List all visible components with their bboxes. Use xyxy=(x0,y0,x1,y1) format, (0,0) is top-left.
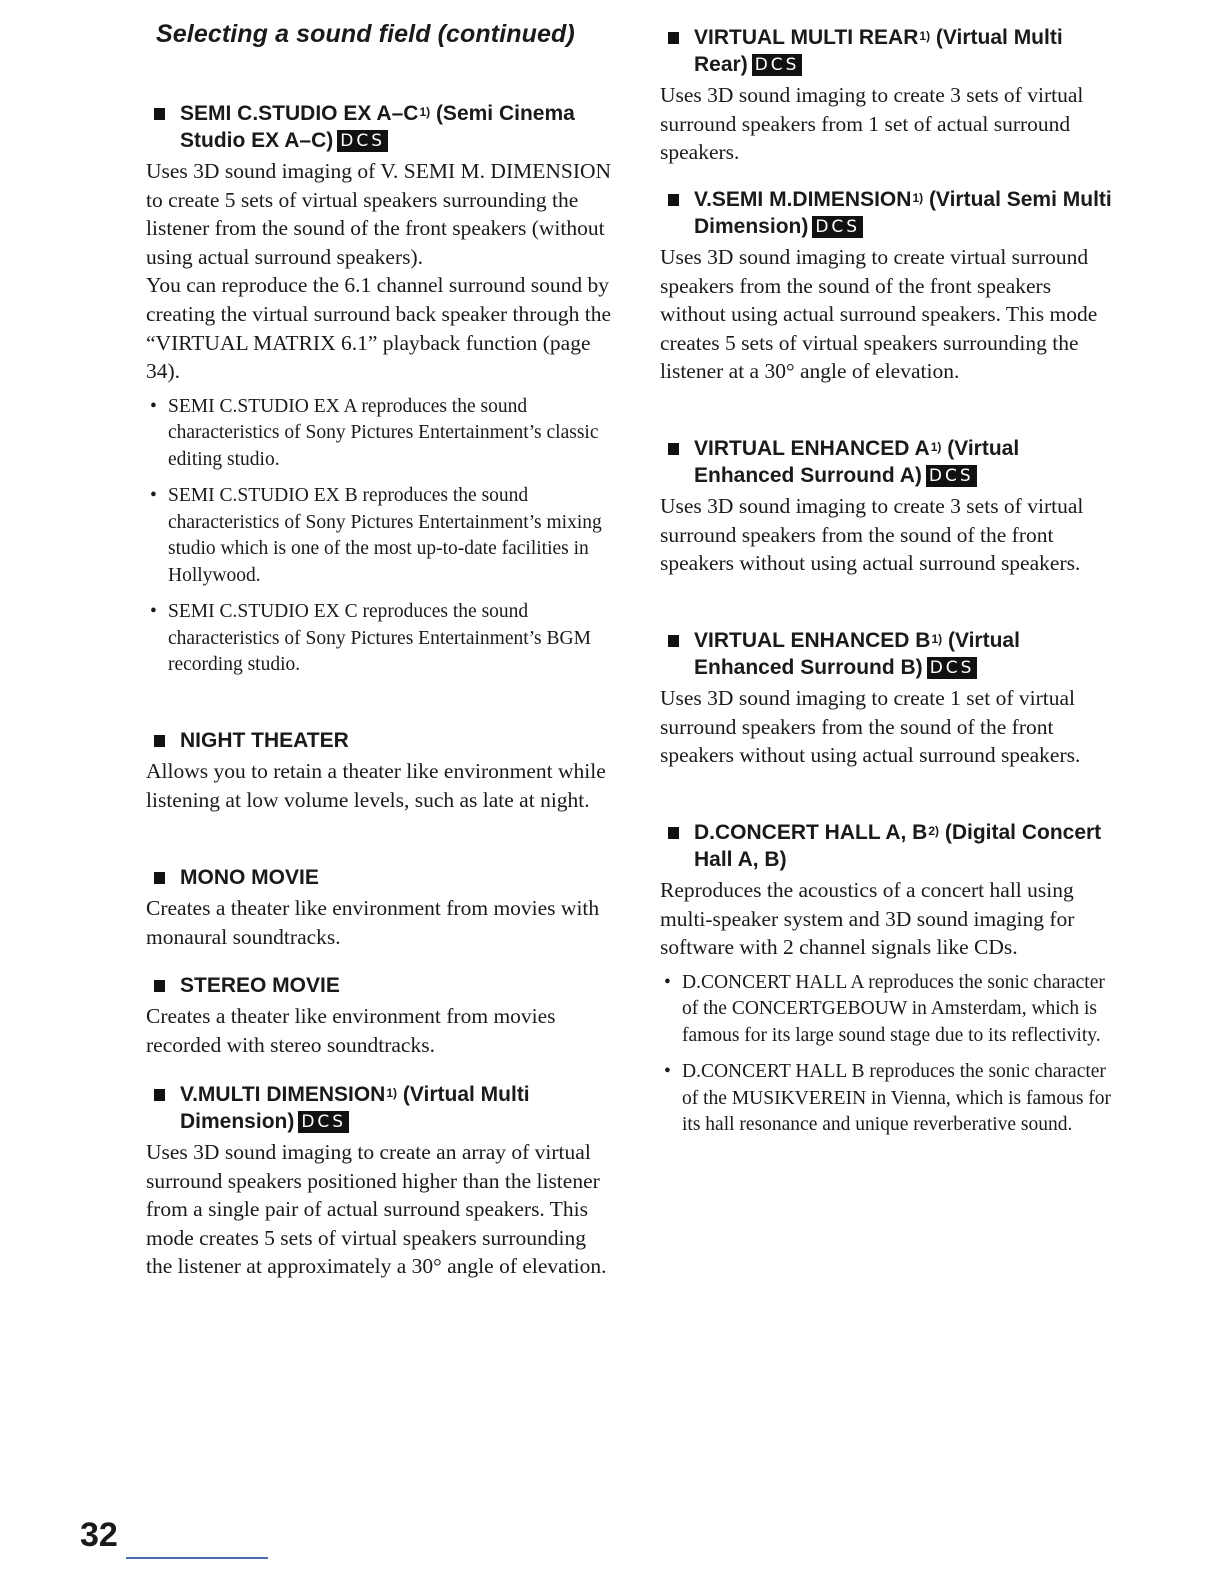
section-virtual-enhanced-a xyxy=(660,435,1120,578)
dcs-badge: DCS xyxy=(298,1111,349,1133)
heading-subtitle: (Semi Cinema Studio EX A–C) xyxy=(180,102,575,152)
section-d-concert-hall xyxy=(660,819,1120,1149)
heading-title: NIGHT THEATER xyxy=(180,729,349,752)
section-heading xyxy=(146,100,616,154)
heading-title: V.SEMI M.DIMENSION xyxy=(694,188,912,211)
section-heading xyxy=(146,972,616,999)
section-body: Uses 3D sound imaging to create 3 sets of virtual surround speakers from the sound of the front speakers without using actual surround speakers. xyxy=(660,494,1084,576)
dcs-badge: DCS xyxy=(926,465,977,487)
heading-subtitle: (Virtual Enhanced Surround A) xyxy=(694,437,1020,487)
section-v-semi-m-dimension xyxy=(660,186,1120,386)
section-body: Uses 3D sound imaging to create 1 set of virtual surround speakers from the sound of the front speakers without using actual surround speakers. xyxy=(660,686,1081,768)
list-item: • SEMI C.STUDIO EX B reproduces the sound characteristics of Sony Pictures Entertainment’s mixing studio which is one of the most up-to-date facilities in Hollywood. xyxy=(146,483,616,589)
heading-title: VIRTUAL ENHANCED B xyxy=(694,629,931,652)
heading-subtitle: (Virtual Multi Dimension) xyxy=(180,1083,530,1133)
footnote-mark: 1) xyxy=(386,1086,398,1100)
section-body: Uses 3D sound imaging to create an array of virtual surround speakers positioned higher than the listener from a single pair of actual surround speakers. This mode creates 5 sets of virtual speakers surrounding the listener at approximately a 30° angle of elevation. xyxy=(146,1140,607,1279)
heading-title: SEMI C.STUDIO EX A–C xyxy=(180,102,419,125)
square-bullet-icon xyxy=(668,443,679,455)
footnote-mark: 1) xyxy=(931,632,943,646)
section-body: Uses 3D sound imaging to create 3 sets of virtual surround speakers from 1 set of actual surround speakers. xyxy=(660,83,1084,165)
section-heading xyxy=(660,435,1120,489)
bullet-list xyxy=(660,970,1120,1139)
page-number: 32 xyxy=(80,1516,118,1554)
section-night-theater xyxy=(146,727,616,814)
square-bullet-icon xyxy=(154,735,165,747)
heading-subtitle: (Virtual Semi Multi Dimension) xyxy=(694,188,1112,238)
square-bullet-icon xyxy=(154,872,165,884)
section-body: Creates a theater like environment from movies recorded with stereo soundtracks. xyxy=(146,1004,556,1057)
footnote-mark: 1) xyxy=(930,440,942,454)
footnote-mark: 1) xyxy=(912,191,924,205)
section-heading xyxy=(660,186,1120,240)
square-bullet-icon xyxy=(154,108,165,120)
section-body: Uses 3D sound imaging of V. SEMI M. DIMENSION to create 5 sets of virtual speakers surrounding the listener from the sound of the front speakers (without using actual surround speakers). xyxy=(146,159,612,269)
heading-subtitle: (Virtual Multi Rear) xyxy=(694,26,1063,76)
list-item: • D.CONCERT HALL B reproduces the sonic character of the MUSIKVEREIN in Vienna, which is famous for its hall resonance and unique reverberative sound. xyxy=(660,1059,1120,1139)
square-bullet-icon xyxy=(668,635,679,647)
list-item: • D.CONCERT HALL A reproduces the sonic character of the CONCERTGEBOUW in Amsterdam, which is famous for its large sound stage due to its reflectivity. xyxy=(660,970,1120,1050)
square-bullet-icon xyxy=(668,194,679,206)
section-semi-cstudio xyxy=(146,100,616,689)
list-item: • SEMI C.STUDIO EX A reproduces the sound characteristics of Sony Pictures Entertainment’s classic editing studio. xyxy=(146,394,616,474)
section-heading xyxy=(146,864,616,891)
section-stereo-movie xyxy=(146,972,616,1059)
footnote-mark: 2) xyxy=(928,824,939,838)
section-heading xyxy=(660,24,1120,78)
list-item: • SEMI C.STUDIO EX C reproduces the sound characteristics of Sony Pictures Entertainment’s BGM recording studio. xyxy=(146,599,616,679)
bullet-list xyxy=(146,394,616,679)
square-bullet-icon xyxy=(154,980,165,992)
square-bullet-icon xyxy=(668,32,679,44)
section-heading xyxy=(660,819,1120,873)
heading-title: V.MULTI DIMENSION xyxy=(180,1083,386,1106)
section-heading xyxy=(146,727,616,754)
section-body-2: You can reproduce the 6.1 channel surround sound by creating the virtual surround back speaker through the “VIRTUAL MATRIX 6.1” playback function (page 34). xyxy=(146,273,612,384)
section-heading xyxy=(660,627,1120,681)
heading-title: MONO MOVIE xyxy=(180,866,319,889)
section-virtual-multi-rear xyxy=(660,24,1120,167)
section-v-multi-dimension xyxy=(146,1081,616,1281)
heading-subtitle: (Digital Concert Hall A, B) xyxy=(694,821,1102,871)
section-mono-movie xyxy=(146,864,616,951)
heading-title: VIRTUAL ENHANCED A xyxy=(694,437,930,460)
footnote-mark: 1) xyxy=(419,105,431,119)
page-heading: Selecting a sound field (continued) xyxy=(156,20,575,48)
section-virtual-enhanced-b xyxy=(660,627,1120,770)
footnote-mark: 1) xyxy=(919,29,931,43)
square-bullet-icon xyxy=(154,1089,165,1101)
section-body: Creates a theater like environment from movies with monaural soundtracks. xyxy=(146,896,600,949)
heading-title: VIRTUAL MULTI REAR xyxy=(694,26,919,49)
section-body: Reproduces the acoustics of a concert hall using multi-speaker system and 3D sound imaging for software with 2 channel signals like CDs. xyxy=(660,878,1075,960)
heading-subtitle: (Virtual Enhanced Surround B) xyxy=(694,629,1020,679)
heading-title: D.CONCERT HALL A, B xyxy=(694,821,928,844)
dcs-badge: DCS xyxy=(927,657,978,679)
dcs-badge: DCS xyxy=(812,216,863,238)
square-bullet-icon xyxy=(668,827,679,839)
section-body: Uses 3D sound imaging to create virtual surround speakers from the sound of the front speakers without using actual surround speakers. This mode creates 5 sets of virtual speakers surrounding the listener at a 30° angle of elevation. xyxy=(660,245,1098,384)
heading-title: STEREO MOVIE xyxy=(180,974,340,997)
section-heading xyxy=(146,1081,616,1135)
section-body: Allows you to retain a theater like environment while listening at low volume levels, such as late at night. xyxy=(146,759,606,812)
dcs-badge: DCS xyxy=(337,130,388,152)
dcs-badge: DCS xyxy=(752,54,803,76)
page-rule-divider xyxy=(126,1557,268,1559)
